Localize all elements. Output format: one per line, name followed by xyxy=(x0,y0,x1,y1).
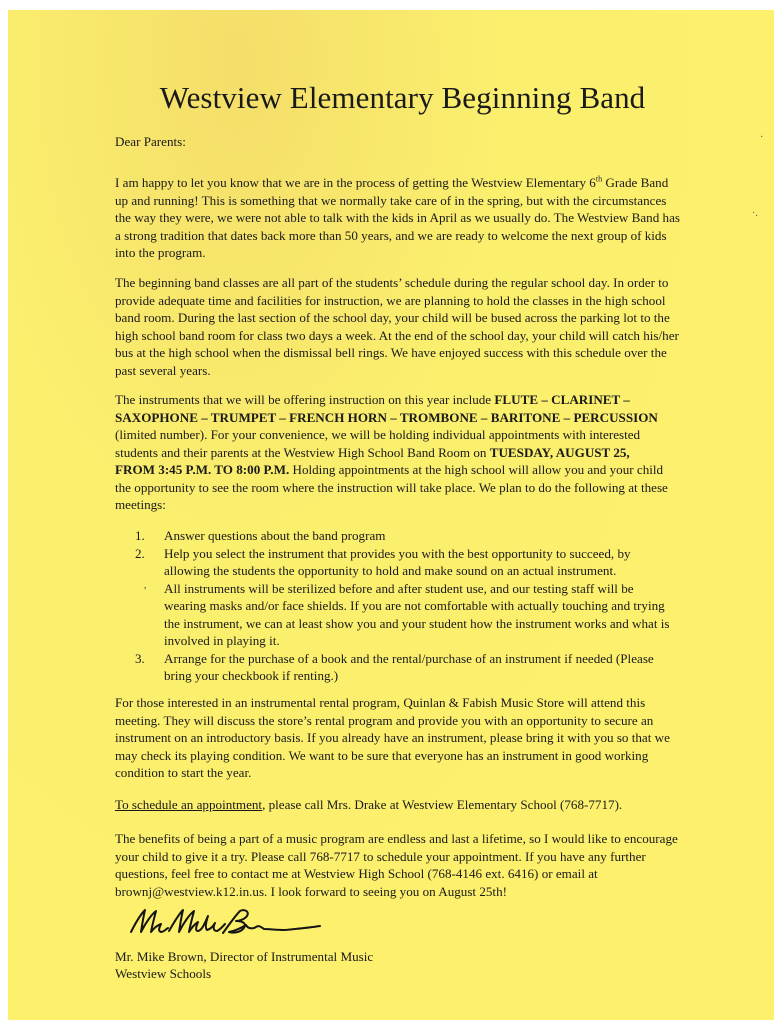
paragraph-appointment-rest: , please call Mrs. Drake at Westview Elementary School (768-7717). xyxy=(262,797,623,812)
paragraph-intro-text-a: I am happy to let you know that we are in the process of getting the Westview Elementary 6 xyxy=(115,175,596,190)
paragraph-instruments xyxy=(115,391,671,514)
scan-speck: ·. xyxy=(752,208,758,219)
paragraph-rental: For those interested in an instrumental rental program, Quinlan & Fabish Music Store will attend this meeting. They will discuss the store’s rental program and provide you with an opportunity to secure an instrument on an introductory basis. If you already have an instrument, please bring it with you so that we may check its playing condition. We want to be sure that everyone has an instrument in good working condition to start the year. xyxy=(115,695,670,780)
instrument-list: FLUTE – CLARINET – SAXOPHONE – TRUMPET – FRENCH HORN – TROMBONE – BARITONE – PERCUSSION xyxy=(115,392,658,425)
appointment-date: TUESDAY, AUGUST 25, FROM 3:45 P.M. TO 8:00 P.M. xyxy=(115,444,630,477)
meeting-agenda-list xyxy=(135,527,670,685)
sender-name-title: Mr. Mike Brown, Director of Instrumental Music xyxy=(115,949,374,964)
list-item xyxy=(135,580,670,650)
list-item xyxy=(135,650,670,685)
letter-page xyxy=(8,10,774,1020)
list-item xyxy=(135,527,670,545)
paragraph-appointment xyxy=(115,796,683,814)
list-item-text: Help you select the instrument that provides you with the best opportunity to succeed, by allowing the students the opportunity to hold and make sound on an actual instrument. xyxy=(164,545,631,578)
sender-organization: Westview Schools xyxy=(115,966,212,981)
list-item-number: 1. xyxy=(135,528,145,543)
paragraph-instruments-text-b: (limited number). For your convenience, we will be holding individual appointments with interested students and their parents at the Westview High School Band Room on xyxy=(115,427,641,460)
list-item-text: Answer questions about the band program xyxy=(164,528,386,543)
list-item-mark: , xyxy=(144,579,147,590)
list-item-number: 2. xyxy=(135,545,145,561)
paragraph-instruments-text-c: Holding appointments at the high school will allow you and your child the opportunity to see the room where the instruction will take place. We plan to do the following at these meetings: xyxy=(115,462,668,512)
paragraph-intro-text-b: Grade Band up and running! This is something that we normally take care of in the spring, but with the circumstances the way they were, we were not able to talk with the kids in April as we usually do. The Westview Band has a strong tradition that dates back more than 50 years, and we are ready to welcome the next group of kids into the program. xyxy=(115,175,680,260)
list-item-number: 3. xyxy=(135,650,145,666)
list-item xyxy=(135,545,670,580)
paragraph-instruments-text-a: The instruments that we will be offering instruction on this year include xyxy=(115,392,495,407)
schedule-appointment-text: To schedule an appointment xyxy=(115,797,263,812)
signature xyxy=(125,902,340,950)
salutation: Dear Parents: xyxy=(115,134,186,149)
list-item-text: Arrange for the purchase of a book and the rental/purchase of an instrument if needed (Please bring your checkbook if renting.) xyxy=(164,650,654,683)
letter-title: Westview Elementary Beginning Band xyxy=(159,80,646,115)
list-item-text: All instruments will be sterilized before and after student use, and our testing staff will be wearing masks and/or face shields. If you are not comfortable with actually touching and trying the instrument, we can at least show you and your student how the instrument works and what is involved in playing it. xyxy=(164,580,670,648)
paragraph-schedule: The beginning band classes are all part of the students’ schedule during the regular school day. In order to provide adequate time and facilities for instruction, we are planning to hold the classes in the high school band room. During the last section of the school day, your child will be bused across the parking lot to the high school band room for class two days a week. At the end of the school day, your child will catch his/her bus at the high school when the dismissal bell rings. We have enjoyed success with this schedule over the past several years. xyxy=(115,275,679,378)
paragraph-intro xyxy=(115,174,681,262)
paragraph-benefits: The benefits of being a part of a music program are endless and last a lifetime, so I would like to encourage your child to give it a try. Please call 768-7717 to schedule your appointment. If you have any further questions, feel free to contact me at Westview High School (768-4146 ext. 6416) or email at brownj@westview.k12.in.us. I look forward to seeing you on August 25th! xyxy=(115,831,678,899)
superscript-th: th xyxy=(595,174,603,184)
scan-speck: · xyxy=(760,132,764,143)
